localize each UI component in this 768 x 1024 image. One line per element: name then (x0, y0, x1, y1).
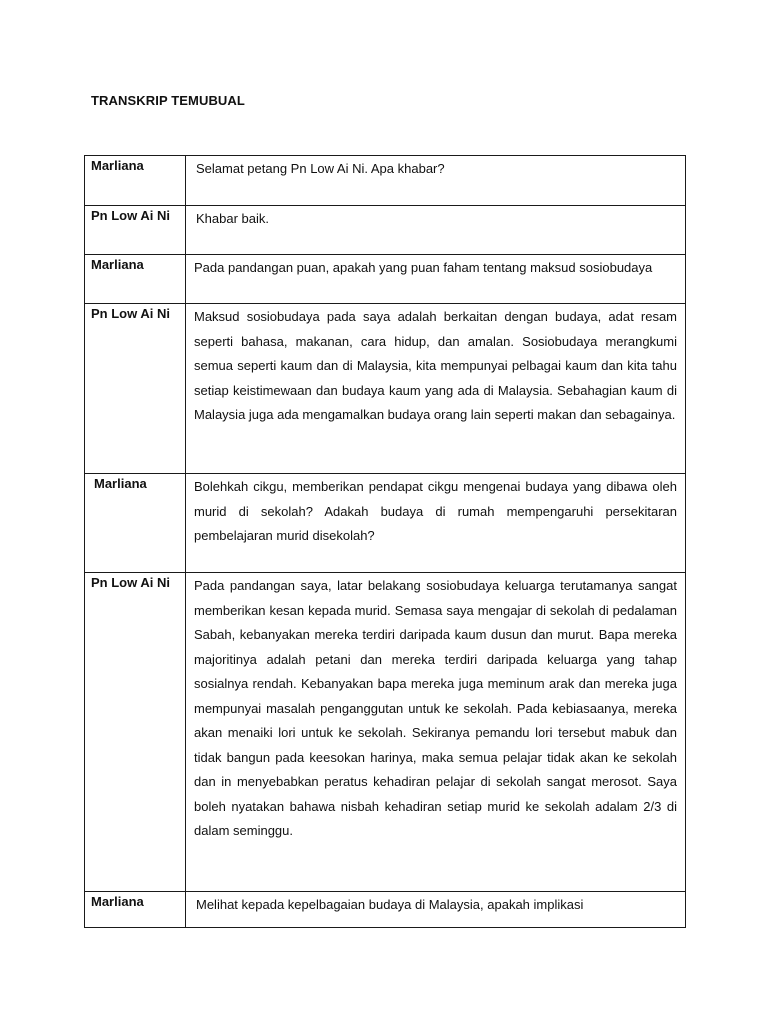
speaker-cell: Pn Low Ai Ni (85, 206, 186, 255)
speaker-cell: Marliana (85, 892, 186, 928)
table-row (85, 255, 686, 304)
table-row (85, 573, 686, 892)
speech-cell: Maksud sosiobudaya pada saya adalah berkaitan dengan budaya, adat resam seperti bahasa, makanan, cara hidup, dan amalan. Sosiobudaya merangkumi semua seperti kaum dan di Malaysia, kita mempunyai pelbagai kaum dan kita tahu setiap keistimewaan dan budaya kaum yang ada di Malaysia. Sebahagian kaum di Malaysia juga ada mengamalkan budaya orang lain seperti makan dan sebagainya. (186, 304, 686, 474)
speech-cell: Pada pandangan saya, latar belakang sosiobudaya keluarga terutamanya sangat memberikan kesan kepada murid. Semasa saya mengajar di sekolah di pedalaman Sabah, kebanyakan mereka terdiri daripada kaum dusun dan murut. Bapa mereka majoritinya adalah petani dan mereka terdiri daripada keluarga yang tahap sosialnya rendah. Kebanyakan bapa mereka juga meminum arak dan mereka juga mempunyai masalah penganggutan untuk ke sekolah. Pada kebiasaanya, mereka akan menaiki lori untuk ke sekolah. Sekiranya pemandu lori tersebut mabuk dan tidak bangun pada keesokan harinya, maka semua pelajar tidak akan ke sekolah dan in menyebabkan peratus kehadiran pelajar di sekolah sangat merosot. Saya boleh nyatakan bahawa nisbah kehadiran setiap murid ke sekolah adalam 2/3 di dalam seminggu. (186, 573, 686, 892)
table-row (85, 206, 686, 255)
speech-cell: Melihat kepada kepelbagaian budaya di Malaysia, apakah implikasi (186, 892, 686, 928)
speaker-cell: Pn Low Ai Ni (85, 573, 186, 892)
speech-cell: Bolehkah cikgu, memberikan pendapat cikgu mengenai budaya yang dibawa oleh murid di sekolah? Adakah budaya di rumah mempengaruhi persekitaran pembelajaran murid disekolah? (186, 474, 686, 573)
transcript-table (84, 155, 686, 928)
speaker-cell: Marliana (85, 255, 186, 304)
speech-cell: Khabar baik. (186, 206, 686, 255)
table-row (85, 474, 686, 573)
document-title: TRANSKRIP TEMUBUAL (91, 93, 245, 108)
table-row (85, 892, 686, 928)
table-row (85, 304, 686, 474)
speaker-cell: Pn Low Ai Ni (85, 304, 186, 474)
speech-cell: Selamat petang Pn Low Ai Ni. Apa khabar? (186, 156, 686, 206)
speech-cell: Pada pandangan puan, apakah yang puan faham tentang maksud sosiobudaya (186, 255, 686, 304)
speaker-cell: Marliana (85, 156, 186, 206)
speaker-cell: Marliana (85, 474, 186, 573)
table-row (85, 156, 686, 206)
